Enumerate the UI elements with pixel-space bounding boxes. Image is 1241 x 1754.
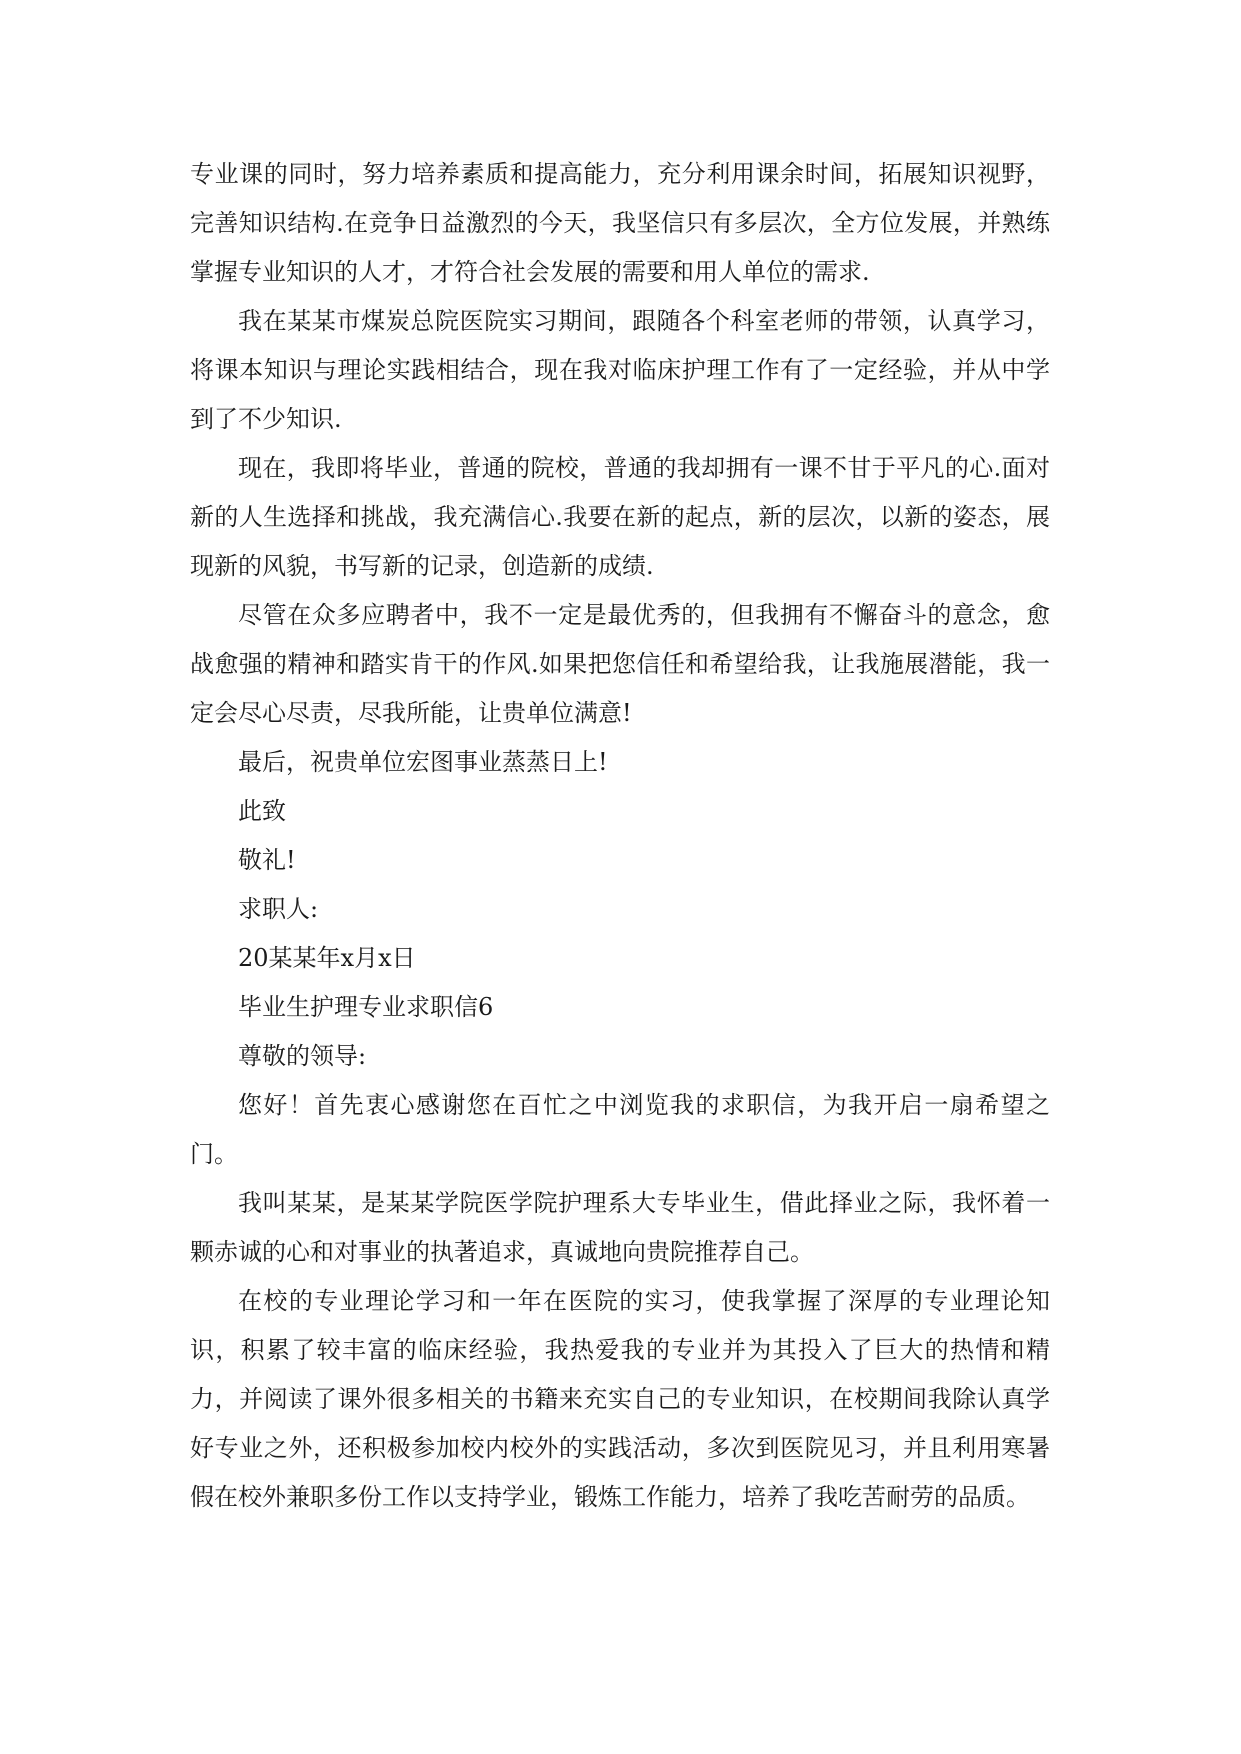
paragraph-introduction: 我叫某某，是某某学院医学院护理系大专毕业生，借此择业之际，我怀着一颗赤诚的心和对事业的执著追求，真诚地向贵院推荐自己。 [190, 1189, 1050, 1266]
closing-regards: 敬礼! [238, 846, 296, 874]
paragraph-studies: 在校的专业理论学习和一年在医院的实习，使我掌握了深厚的专业理论知识，积累了较丰富的临床经验，我热爱我的专业并为其投入了巨大的热情和精力，并阅读了课外很多相关的书籍来充实自己的专业知识，在校期间我除认真学好专业之外，还积极参加校内校外的实践活动，多次到医院见习，并且利用寒暑假在校外兼职多份工作以支持学业，锻炼工作能力，培养了我吃苦耐劳的品质。 [190, 1287, 1050, 1511]
paragraph-graduation: 现在，我即将毕业，普通的院校，普通的我却拥有一课不甘于平凡的心.面对新的人生选择和挑战，我充满信心.我要在新的起点，新的层次，以新的姿态，展现新的风貌，书写新的记录，创造新的成绩. [190, 454, 1050, 580]
paragraph-internship: 我在某某市煤炭总院医院实习期间，跟随各个科室老师的带领，认真学习，将课本知识与理论实践相结合，现在我对临床护理工作有了一定经验，并从中学到了不少知识. [190, 307, 1050, 433]
section-title: 毕业生护理专业求职信6 [238, 993, 494, 1021]
greeting: 尊敬的领导: [238, 1042, 367, 1070]
applicant-signature: 求职人: [238, 895, 319, 923]
paragraph-opening: 您好！首先衷心感谢您在百忙之中浏览我的求职信，为我开启一扇希望之门。 [190, 1091, 1050, 1168]
paragraph-continuation: 专业课的同时，努力培养素质和提高能力，充分利用课余时间，拓展知识视野，完善知识结构.在竞争日益激烈的今天，我坚信只有多层次，全方位发展，并熟练掌握专业知识的人才，才符合社会发展的需要和用人单位的需求. [190, 160, 1050, 286]
paragraph-wishes: 最后，祝贵单位宏图事业蒸蒸日上! [238, 748, 608, 776]
closing-salutation: 此致 [238, 797, 286, 825]
document-body [190, 150, 1050, 1522]
paragraph-commitment: 尽管在众多应聘者中，我不一定是最优秀的，但我拥有不懈奋斗的意念，愈战愈强的精神和踏实肯干的作风.如果把您信任和希望给我，让我施展潜能，我一定会尽心尽责，尽我所能，让贵单位满意! [190, 601, 1050, 727]
letter-date: 20某某年x月x日 [238, 944, 416, 972]
